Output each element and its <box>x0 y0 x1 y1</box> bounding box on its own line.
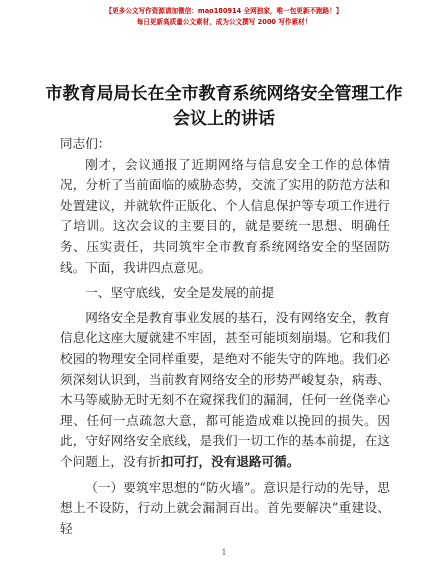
document-title: 市教育局局长在全市教育系统网络安全管理工作会议上的讲话 <box>45 84 403 129</box>
promo-banner-line-2: 每日更新高质量公文素材，成为公文撰写 2000 写作素材！ <box>136 18 312 26</box>
section-heading-1: 一、坚守底线，安全是发展的前提 <box>85 285 275 301</box>
document-body <box>60 134 390 543</box>
paragraph-subsection-1: （一）要筑牢思想的“防火墙”。意识是行动的先导，思想上不设防，行动上就会漏洞百出。首先要解决“重建设、轻 <box>60 479 390 536</box>
paragraph-section-1-text: 网络安全是教育事业发展的基石，没有网络安全，教育信息化这座大厦就建不牢固，甚至可能顷刻崩塌。它和我们校园的物理安全同样重要，是绝对不能失守的阵地。我们必须深刻认识到，当前教育网络安全的形势严峻复杂，病毒、木马等威胁无时无刻不在窥探我们的漏洞，任何一丝侥幸心理、任何一点疏忽大意，都可能造成难以挽回的损失。因此，守好网络安全底线，是我们一切工作的基本前提，在这个问题上，没有折 <box>60 309 390 469</box>
greeting: 同志们： <box>60 136 111 151</box>
paragraph-section-1-bold: 扣可打，没有退路可循。 <box>160 453 300 469</box>
paragraph-intro: 刚才，会议通报了近期网络与信息安全工作的总体情况，分析了当前面临的威胁态势，交流了实用的防范方法和处置建议，并就软件正版化、个人信息保护等专项工作进行了培训。这次会议的主要目的，就是要统一思想、明确任务、压实责任，共同筑牢全市教育系统网络安全的坚固防线。下面，我讲四点意见。 <box>60 156 390 275</box>
promo-banner <box>0 6 448 28</box>
paragraph-section-1 <box>60 308 390 473</box>
promo-banner-line-1: 【更多公文写作资源请加微信：mao180914 全网独家，唯一包更新不跑路！】 <box>105 7 343 15</box>
page-number: 1 <box>221 548 227 557</box>
